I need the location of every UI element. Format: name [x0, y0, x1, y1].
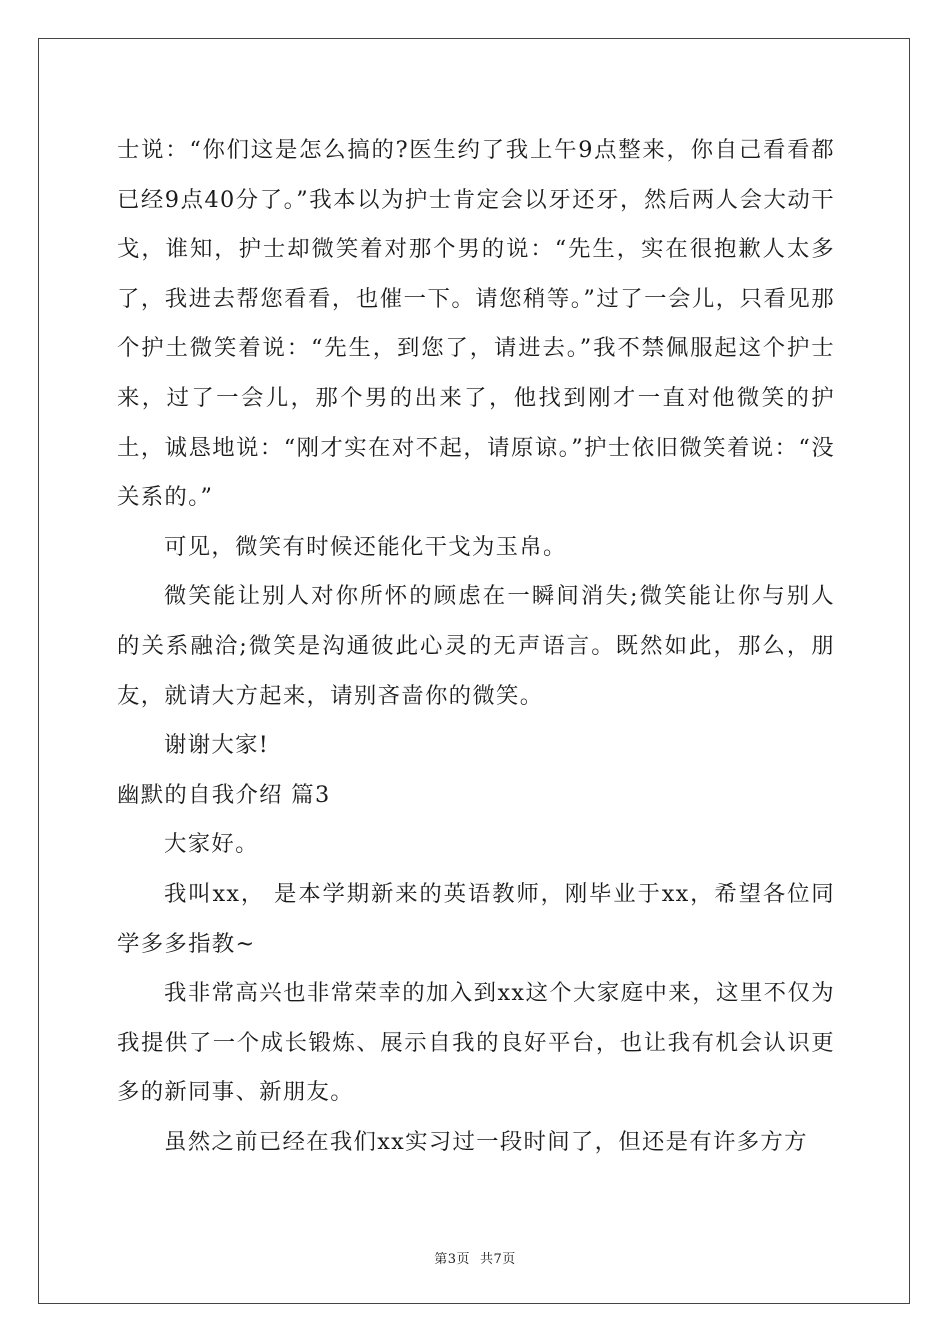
paragraph-continued: 士说：“你们这是怎么搞的?医生约了我上午9点整来，你自己看看都已经9点40分了。”我本以为护士肯定会以牙还牙，然后两人会大动干戈，谁知，护士却微笑着对那个男的说：“先生，实在很抱歉人太多了，我进去帮您看看，也催一下。请您稍等。”过了一会儿，只看见那个护土微笑着说：“先生，到您了，请进去。”我不禁佩服起这个护士来，过了一会儿，那个男的出来了，他找到刚才一直对他微笑的护土，诚恳地说：“刚才实在对不起，请原谅。”护士依旧微笑着说：“没关系的。” — [117, 137, 835, 511]
document-body — [117, 126, 835, 1167]
paragraph: 我叫xx， 是本学期新来的英语教师，刚毕业于xx，希望各位同学多多指教~ — [117, 880, 835, 957]
section-heading: 幽默的自我介绍 篇3 — [117, 781, 331, 808]
page-number: 第3页 — [434, 1252, 470, 1267]
paragraph: 我非常高兴也非常荣幸的加入到xx这个大家庭中来，这里不仅为我提供了一个成长锻炼、展示自我的良好平台，也让我有机会认识更多的新同事、新朋友。 — [117, 980, 835, 1106]
page-footer — [0, 1248, 950, 1267]
paragraph: 微笑能让别人对你所怀的顾虑在一瞬间消失;微笑能让你与别人的关系融洽;微笑是沟通彼此心灵的无声语言。既然如此，那么，朋友，就请大方起来，请别吝啬你的微笑。 — [117, 583, 835, 709]
paragraph: 可见，微笑有时候还能化干戈为玉帛。 — [164, 533, 567, 560]
paragraph: 虽然之前已经在我们xx实习过一段时间了，但还是有许多方方 — [164, 1128, 808, 1155]
page-total: 共7页 — [480, 1252, 516, 1267]
paragraph: 谢谢大家! — [164, 732, 270, 759]
paragraph: 大家好。 — [164, 831, 259, 858]
